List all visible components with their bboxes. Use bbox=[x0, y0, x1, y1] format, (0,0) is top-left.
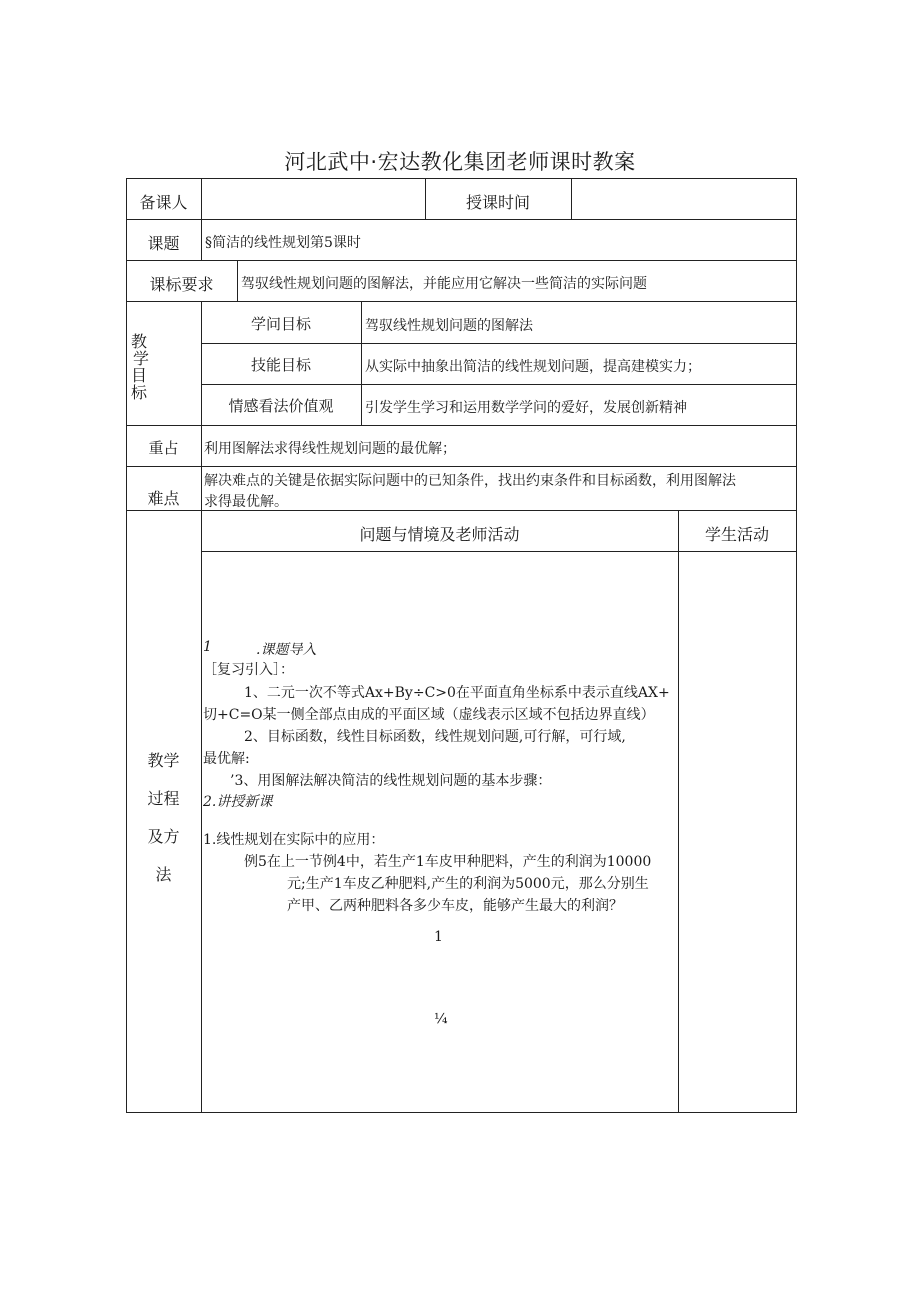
key-point-label: 重占 bbox=[148, 439, 179, 457]
page-fraction: ¼ bbox=[434, 1011, 448, 1027]
example-line-1: 例5在上一节例4中，若生产1车皮甲种肥料，产生的利润为10000 bbox=[244, 854, 652, 870]
section-1-number: 1 bbox=[203, 639, 212, 655]
skill-goal-label: 技能目标 bbox=[250, 356, 311, 374]
example-line-3: 产甲、乙两种肥料各多少车皮，能够产生最大的利润？ bbox=[287, 898, 623, 914]
section-1-title: .课题导入 bbox=[256, 642, 317, 658]
page-number: 1 bbox=[434, 929, 443, 945]
difficulty-label: 难点 bbox=[147, 489, 180, 508]
teacher-activity-header: 问题与情境及老师活动 bbox=[359, 525, 520, 544]
class-time-label: 授课时间 bbox=[465, 193, 530, 212]
process-label: 教学 过程 及方 法 bbox=[147, 751, 180, 884]
attitude-goal-label: 情感看法价值观 bbox=[228, 397, 334, 415]
review-item-1-line-1: 1、二元一次不等式Ax+By÷C>0在平面直角坐标系中表示直线AX+ bbox=[244, 685, 670, 701]
review-item-2-line-2: 最优解: bbox=[203, 751, 250, 767]
knowledge-goal-label: 学问目标 bbox=[250, 315, 311, 333]
difficulty-line-2: 求得最优解。 bbox=[204, 494, 288, 510]
section-2-title: 2.讲授新课 bbox=[203, 794, 273, 810]
key-point-value: 利用图解法求得线性规划问题的最优解； bbox=[204, 441, 456, 457]
student-activity-header: 学生活动 bbox=[704, 525, 769, 544]
review-item-1-line-2: 切+C=O某一侧全部点由成的平面区域（虚线表示区域不包括边界直线） bbox=[203, 707, 655, 723]
review-heading: ［复习引入］： bbox=[203, 662, 294, 678]
standard-value: 驾驭线性规划问题的图解法，并能应用它解决一些简洁的实际问题 bbox=[241, 276, 647, 292]
example-line-2: 元;生产1车皮乙种肥料,产生的利润为5000元，那么分别生 bbox=[287, 876, 649, 892]
objectives-label: 教 学 目 标 bbox=[131, 332, 150, 402]
topic-label: 课题 bbox=[147, 234, 180, 253]
review-item-3: ’3、用图解法解决简洁的线性规划问题的基本步骤： bbox=[230, 773, 552, 789]
standard-label: 课标要求 bbox=[149, 275, 214, 294]
preparer-label: 备课人 bbox=[139, 193, 188, 212]
skill-goal-value: 从实际中抽象出简洁的线性规划问题，提高建模实力； bbox=[365, 359, 701, 375]
page-title: 河北武中·宏达教化集团老师课时教案 bbox=[284, 150, 636, 174]
topic-value: §简洁的线性规划第5课时 bbox=[205, 235, 361, 251]
knowledge-goal-value: 驾驭线性规划问题的图解法 bbox=[365, 318, 533, 334]
difficulty-line-1: 解决难点的关键是依据实际问题中的已知条件，找出约束条件和目标函数，利用图解法 bbox=[204, 473, 736, 489]
application-heading: 1.线性规划在实际中的应用： bbox=[203, 832, 385, 848]
attitude-goal-value: 引发学生学习和运用数学学问的爱好，发展创新精神 bbox=[365, 400, 687, 416]
review-item-2-line-1: 2、目标函数，线性目标函数，线性规划问题,可行解，可行域, bbox=[244, 729, 626, 745]
